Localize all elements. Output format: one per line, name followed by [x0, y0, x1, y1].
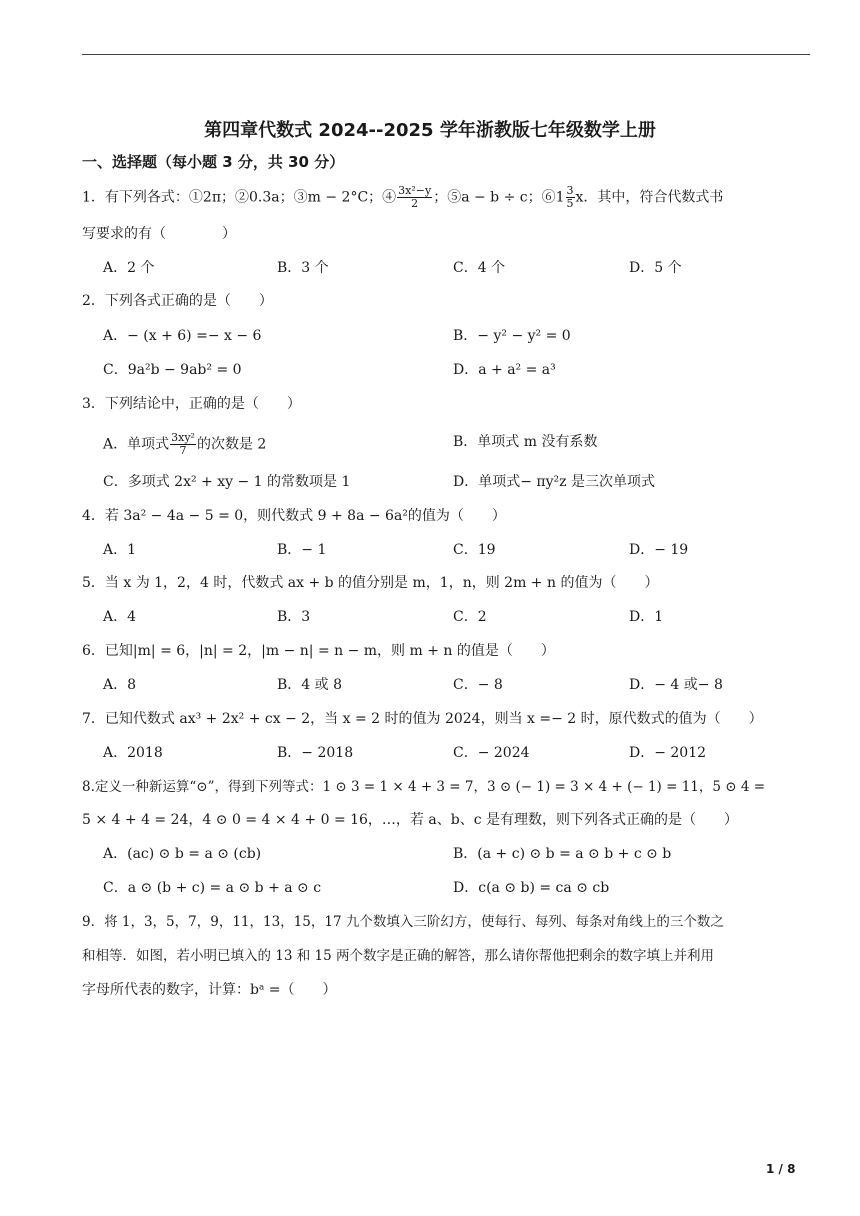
q6-option-c[interactable]: C．− 8: [453, 677, 503, 693]
q1-option-a[interactable]: A．2 个: [103, 260, 155, 276]
q7-option-c[interactable]: C．− 2024: [453, 745, 530, 761]
q1-fraction-denominator: 2: [411, 197, 419, 210]
question-2-stem: 2．下列各式正确的是（ ）: [82, 293, 273, 309]
q1-stem-pre: 1．有下列各式：①2π；②0.3a；③m − 2°C；④: [82, 189, 397, 206]
q2-option-c[interactable]: C．9a²b − 9ab² = 0: [103, 362, 242, 378]
page-number: 1 / 8: [766, 1162, 796, 1176]
q4-option-a[interactable]: A．1: [103, 542, 137, 558]
question-1-stem-line2: 写要求的有（ ）: [82, 226, 236, 242]
question-9-stem-line2: 和相等．如图，若小明已填入的 13 和 15 两个数字是正确的解答，那么请你帮他把剩余的数字填上并利用: [82, 948, 715, 964]
q7-option-a[interactable]: A．2018: [103, 745, 163, 761]
question-3-stem: 3．下列结论中，正确的是（ ）: [82, 396, 301, 412]
q5-option-b[interactable]: B．3: [277, 609, 311, 625]
q5-option-d[interactable]: D．1: [629, 609, 664, 625]
q5-option-c[interactable]: C．2: [453, 609, 487, 625]
q6-option-a[interactable]: A．8: [103, 677, 137, 693]
q4-option-c[interactable]: C．19: [453, 542, 496, 558]
q3-fraction: [170, 432, 196, 457]
q1-fraction-2: [566, 185, 575, 210]
q1-stem-mid: ；⑤a − b ÷ c；⑥1: [433, 189, 565, 206]
q3-option-a-post: 的次数是 2: [196, 436, 267, 453]
q3-option-a-pre: A．单项式: [103, 436, 170, 453]
header-rule: [82, 54, 810, 55]
q3-option-d[interactable]: D．单项式− πy²z 是三次单项式: [453, 474, 655, 490]
q6-option-d[interactable]: D．− 4 或− 8: [629, 677, 723, 693]
question-9-stem-line3: 字母所代表的数字，计算：bᵃ =（ ）: [82, 982, 337, 998]
question-4-stem: 4．若 3a² − 4a − 5 = 0，则代数式 9 + 8a − 6a²的值为（ ）: [82, 508, 506, 524]
q5-option-a[interactable]: A．4: [103, 609, 137, 625]
q7-option-d[interactable]: D．− 2012: [629, 745, 707, 761]
question-6-stem: 6．已知|m| = 6，|n| = 2，|m − n| = n − m，则 m + n 的值是（ ）: [82, 643, 555, 659]
q1-fraction: [397, 185, 432, 210]
q2-option-d[interactable]: D．a + a² = a³: [453, 362, 556, 378]
q6-option-b[interactable]: B．4 或 8: [277, 677, 343, 693]
q8-option-c[interactable]: C．a ⊙ (b + c) = a ⊙ b + a ⊙ c: [103, 880, 322, 896]
q4-option-d[interactable]: D．− 19: [629, 542, 689, 558]
question-7-stem: 7．已知代数式 ax³ + 2x² + cx − 2，当 x = 2 时的值为 2024，则当 x =− 2 时，原代数式的值为（ ）: [82, 711, 763, 727]
section-heading: 一、选择题（每小题 3 分，共 30 分）: [82, 153, 345, 171]
q1-fraction-numerator: 3x²−y: [398, 184, 432, 197]
q1-option-d[interactable]: D．5 个: [629, 260, 682, 276]
question-9-stem: 9．将 1，3，5，7，9，11，13，15，17 九个数填入三阶幻方，使每行、每列、每条对角线上的三个数之: [82, 914, 724, 930]
q1-stem-post: x．其中，符合代数式书: [575, 189, 724, 206]
q4-option-b[interactable]: B．− 1: [277, 542, 327, 558]
q1-option-c[interactable]: C．4 个: [453, 260, 506, 276]
question-8-stem: 8.定义一种新运算“⊙”，得到下列等式：1 ⊙ 3 = 1 × 4 + 3 = 7，3 ⊙ (− 1) = 3 × 4 + (− 1) = 11，5 ⊙ 4 =: [82, 779, 766, 795]
q1-fraction2-denominator: 5: [566, 197, 574, 210]
question-1-stem: [82, 185, 723, 210]
q8-option-d[interactable]: D．c(a ⊙ b) = ca ⊙ cb: [453, 880, 610, 896]
q3-fraction-numerator: 3xy²: [171, 431, 195, 444]
question-8-stem-line2: 5 × 4 + 4 = 24，4 ⊙ 0 = 4 × 4 + 0 = 16，…，若 a、b、c 是有理数，则下列各式正确的是（ ）: [82, 812, 738, 828]
q1-option-b[interactable]: B．3 个: [277, 260, 329, 276]
q7-option-b[interactable]: B．− 2018: [277, 745, 354, 761]
q2-option-b[interactable]: B．− y² − y² = 0: [453, 328, 571, 344]
q2-option-a[interactable]: A．− (x + 6) =− x − 6: [103, 328, 262, 344]
q3-option-c[interactable]: C．多项式 2x² + xy − 1 的常数项是 1: [103, 474, 351, 490]
page-title: 第四章代数式 2024--2025 学年浙教版七年级数学上册: [204, 120, 656, 141]
question-5-stem: 5．当 x 为 1，2，4 时，代数式 ax + b 的值分别是 m，1，n，则 2m + n 的值为（ ）: [82, 575, 659, 591]
q3-fraction-denominator: 7: [179, 444, 187, 457]
q8-option-b[interactable]: B．(a + c) ⊙ b = a ⊙ b + c ⊙ b: [453, 846, 672, 862]
q3-option-b[interactable]: B．单项式 m 没有系数: [453, 434, 598, 450]
q8-option-a[interactable]: A．(ac) ⊙ b = a ⊙ (cb): [103, 846, 262, 862]
q3-option-a[interactable]: [103, 432, 266, 457]
q1-fraction2-numerator: 3: [566, 184, 574, 197]
